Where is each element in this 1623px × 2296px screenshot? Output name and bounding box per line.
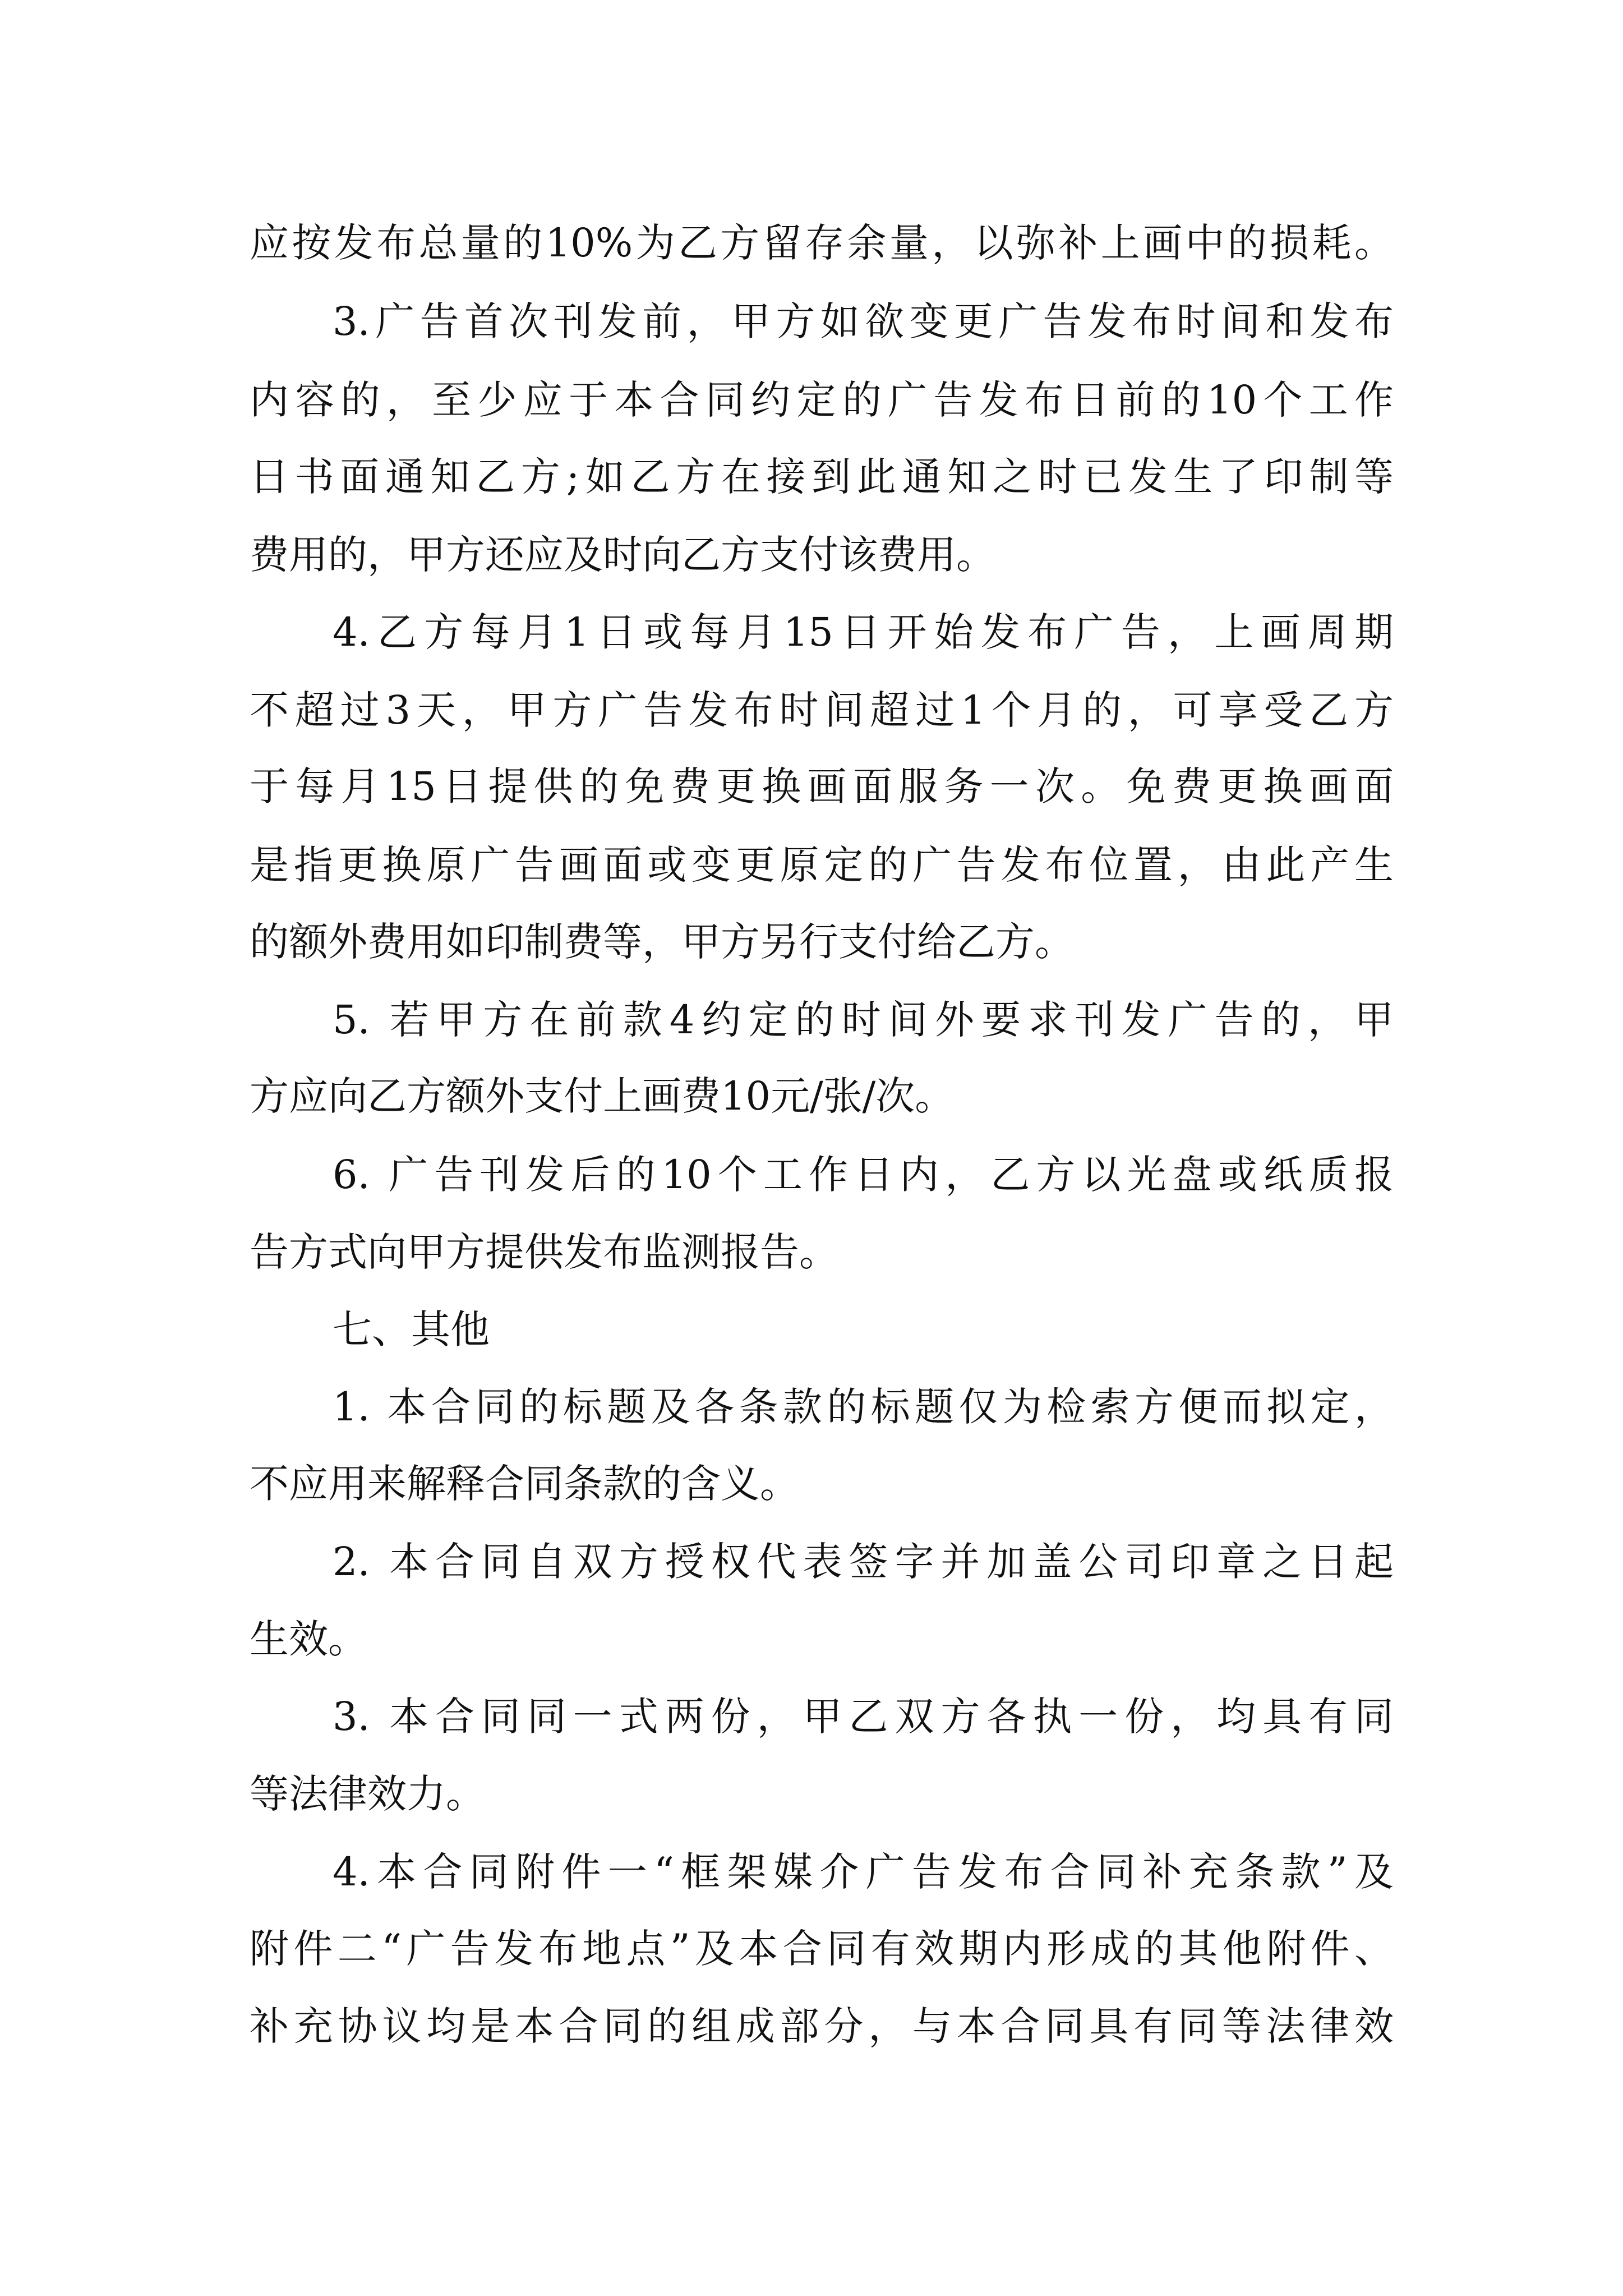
text-line: 的额外费用如印制费等，甲方另行支付给乙方。 [250, 919, 1074, 965]
text-line: 告方式向甲方提供发布监测报告。 [250, 1229, 838, 1275]
text-line: 6. 广告刊发后的10个工作日内，乙方以光盘或纸质报 [333, 1152, 1394, 1198]
text-line: 3. 本合同同一式两份，甲乙双方各执一份，均具有同 [333, 1694, 1394, 1740]
text-line: 是指更换原广告画面或变更原定的广告发布位置，由此产生 [250, 842, 1394, 888]
text-line: 2. 本合同自双方授权代表签字并加盖公司印章之日起 [333, 1539, 1394, 1585]
text-line: 附件二“广告发布地点”及本合同有效期内形成的其他附件、 [250, 1926, 1394, 1972]
text-line: 日书面通知乙方;如乙方在接到此通知之时已发生了印制等 [250, 454, 1394, 500]
text-line: 于每月15日提供的免费更换画面服务一次。免费更换画面 [250, 763, 1394, 809]
section-heading: 七、其他 [333, 1306, 490, 1352]
text-line: 费用的，甲方还应及时向乙方支付该费用。 [250, 532, 995, 578]
text-line: 内容的，至少应于本合同约定的广告发布日前的10个工作 [250, 377, 1394, 423]
text-line: 等法律效力。 [250, 1771, 485, 1817]
text-line: 5. 若甲方在前款4约定的时间外要求刊发广告的，甲 [333, 997, 1394, 1043]
text-line: 3.广告首次刊发前，甲方如欲变更广告发布时间和发布 [333, 298, 1394, 344]
text-line: 生效。 [250, 1616, 367, 1662]
text-line: 方应向乙方额外支付上画费10元/张/次。 [250, 1073, 955, 1119]
text-line: 不应用来解释合同条款的含义。 [250, 1461, 799, 1507]
text-line: 应按发布总量的10%为乙方留存余量，以弥补上画中的损耗。 [250, 220, 1394, 266]
text-line: 补充协议均是本合同的组成部分，与本合同具有同等法律效 [250, 2003, 1394, 2049]
text-line: 4.本合同附件一“框架媒介广告发布合同补充条款”及 [333, 1849, 1394, 1895]
text-line: 不超过3天，甲方广告发布时间超过1个月的，可享受乙方 [250, 687, 1394, 733]
text-line: 4.乙方每月1日或每月15日开始发布广告，上画周期 [333, 609, 1394, 655]
text-line: 1. 本合同的标题及各条款的标题仅为检索方便而拟定， [333, 1384, 1394, 1430]
